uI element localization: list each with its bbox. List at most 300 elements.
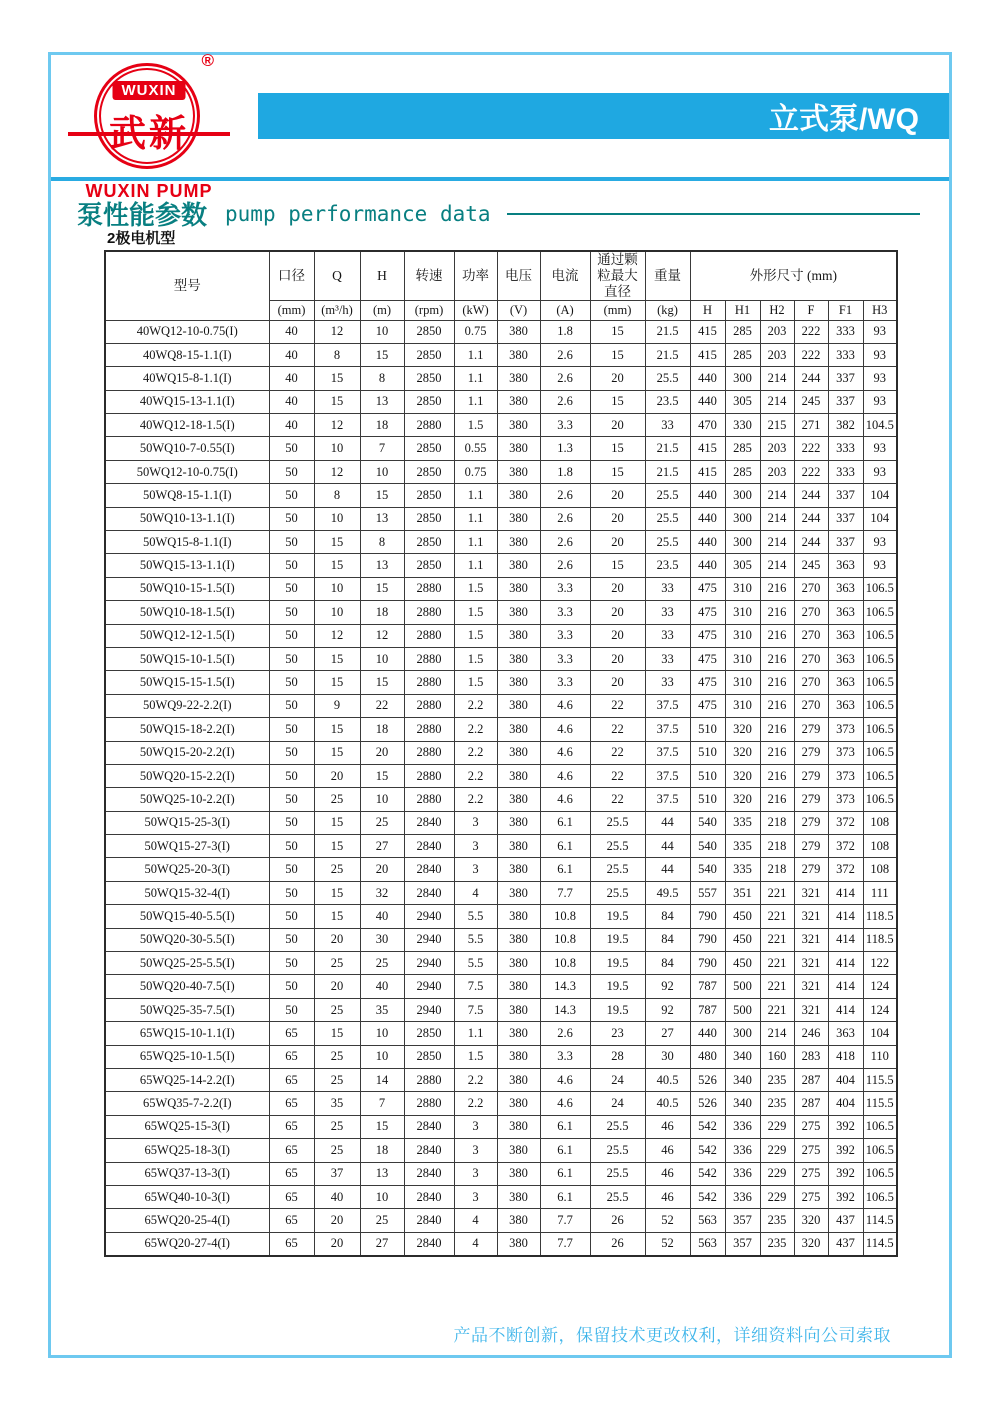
value-cell: 25.5 [590, 881, 645, 904]
value-cell: 333 [828, 320, 863, 343]
value-cell: 15 [314, 390, 360, 413]
value-cell: 510 [690, 718, 725, 741]
value-cell: 12 [360, 624, 404, 647]
value-cell: 2850 [404, 390, 454, 413]
dim-label-h3: H3 [863, 300, 897, 320]
col-header-diameter: 口径 [269, 251, 314, 300]
value-cell: 450 [725, 952, 760, 975]
value-cell: 790 [690, 952, 725, 975]
value-cell: 46 [645, 1162, 690, 1185]
value-cell: 0.75 [454, 320, 497, 343]
value-cell: 285 [725, 437, 760, 460]
value-cell: 1.1 [454, 367, 497, 390]
value-cell: 279 [794, 764, 828, 787]
value-cell: 300 [725, 367, 760, 390]
value-cell: 270 [794, 624, 828, 647]
model-cell: 50WQ12-10-0.75(I) [105, 460, 269, 483]
value-cell: 2840 [404, 858, 454, 881]
value-cell: 392 [828, 1185, 863, 1208]
value-cell: 275 [794, 1185, 828, 1208]
value-cell: 382 [828, 414, 863, 437]
value-cell: 50 [269, 975, 314, 998]
value-cell: 160 [760, 1045, 794, 1068]
table-row [105, 437, 897, 460]
value-cell: 9 [314, 694, 360, 717]
value-cell: 33 [645, 671, 690, 694]
value-cell: 203 [760, 437, 794, 460]
value-cell: 19.5 [590, 952, 645, 975]
value-cell: 111 [863, 881, 897, 904]
value-cell: 229 [760, 1162, 794, 1185]
value-cell: 6.1 [540, 1162, 590, 1185]
value-cell: 336 [725, 1115, 760, 1138]
value-cell: 65 [269, 1232, 314, 1255]
value-cell: 12 [314, 624, 360, 647]
value-cell: 1.8 [540, 460, 590, 483]
table-row [105, 367, 897, 390]
value-cell: 19.5 [590, 975, 645, 998]
model-cell: 50WQ25-10-2.2(I) [105, 788, 269, 811]
value-cell: 40 [269, 390, 314, 413]
value-cell: 30 [645, 1045, 690, 1068]
value-cell: 480 [690, 1045, 725, 1068]
value-cell: 25 [314, 788, 360, 811]
model-cell: 65WQ25-15-3(I) [105, 1115, 269, 1138]
value-cell: 106.5 [863, 671, 897, 694]
value-cell: 333 [828, 460, 863, 483]
table-row [105, 1185, 897, 1208]
value-cell: 351 [725, 881, 760, 904]
value-cell: 2840 [404, 881, 454, 904]
value-cell: 3 [454, 1162, 497, 1185]
value-cell: 15 [590, 343, 645, 366]
value-cell: 15 [360, 1115, 404, 1138]
section-title-rule [507, 213, 920, 215]
value-cell: 510 [690, 788, 725, 811]
value-cell: 305 [725, 390, 760, 413]
value-cell: 50 [269, 998, 314, 1021]
value-cell: 214 [760, 390, 794, 413]
dim-label-h1: H1 [725, 300, 760, 320]
value-cell: 15 [314, 554, 360, 577]
table-row [105, 320, 897, 343]
value-cell: 2880 [404, 671, 454, 694]
value-cell: 363 [828, 647, 863, 670]
value-cell: 20 [590, 484, 645, 507]
value-cell: 380 [497, 671, 540, 694]
value-cell: 35 [360, 998, 404, 1021]
value-cell: 222 [794, 437, 828, 460]
value-cell: 2840 [404, 811, 454, 834]
value-cell: 333 [828, 343, 863, 366]
value-cell: 380 [497, 531, 540, 554]
value-cell: 50 [269, 484, 314, 507]
value-cell: 380 [497, 1092, 540, 1115]
col-header-voltage: 电压 [497, 251, 540, 300]
value-cell: 414 [828, 952, 863, 975]
col-header-particle: 通过颗粒最大直径 [590, 251, 645, 300]
value-cell: 214 [760, 554, 794, 577]
value-cell: 542 [690, 1185, 725, 1208]
value-cell: 25.5 [590, 1115, 645, 1138]
value-cell: 93 [863, 437, 897, 460]
value-cell: 15 [314, 367, 360, 390]
value-cell: 2.6 [540, 507, 590, 530]
value-cell: 414 [828, 881, 863, 904]
value-cell: 475 [690, 671, 725, 694]
table-row [105, 577, 897, 600]
value-cell: 20 [590, 647, 645, 670]
value-cell: 50 [269, 624, 314, 647]
value-cell: 5.5 [454, 952, 497, 975]
value-cell: 15 [360, 577, 404, 600]
value-cell: 13 [360, 507, 404, 530]
value-cell: 279 [794, 718, 828, 741]
value-cell: 110 [863, 1045, 897, 1068]
value-cell: 25 [314, 858, 360, 881]
value-cell: 275 [794, 1115, 828, 1138]
value-cell: 4 [454, 881, 497, 904]
model-cell: 50WQ15-13-1.1(I) [105, 554, 269, 577]
value-cell: 363 [828, 554, 863, 577]
model-cell: 65WQ20-27-4(I) [105, 1232, 269, 1255]
value-cell: 4.6 [540, 741, 590, 764]
value-cell: 380 [497, 1232, 540, 1255]
model-cell: 50WQ15-25-3(I) [105, 811, 269, 834]
unit-current: (A) [540, 300, 590, 320]
value-cell: 2840 [404, 1209, 454, 1232]
value-cell: 5.5 [454, 928, 497, 951]
value-cell: 2940 [404, 998, 454, 1021]
value-cell: 320 [725, 741, 760, 764]
value-cell: 25 [314, 998, 360, 1021]
model-cell: 65WQ25-14-2.2(I) [105, 1069, 269, 1092]
value-cell: 37.5 [645, 788, 690, 811]
value-cell: 2880 [404, 741, 454, 764]
value-cell: 25.5 [590, 1162, 645, 1185]
value-cell: 2850 [404, 460, 454, 483]
table-header [105, 251, 897, 320]
value-cell: 363 [828, 671, 863, 694]
value-cell: 372 [828, 835, 863, 858]
value-cell: 106.5 [863, 647, 897, 670]
value-cell: 321 [794, 881, 828, 904]
value-cell: 221 [760, 905, 794, 928]
model-cell: 65WQ35-7-2.2(I) [105, 1092, 269, 1115]
value-cell: 7 [360, 437, 404, 460]
value-cell: 21.5 [645, 460, 690, 483]
value-cell: 25.5 [590, 811, 645, 834]
value-cell: 37.5 [645, 764, 690, 787]
value-cell: 2.2 [454, 1092, 497, 1115]
value-cell: 8 [314, 343, 360, 366]
value-cell: 787 [690, 975, 725, 998]
value-cell: 3 [454, 811, 497, 834]
value-cell: 1.5 [454, 414, 497, 437]
value-cell: 2.2 [454, 741, 497, 764]
value-cell: 92 [645, 975, 690, 998]
value-cell: 380 [497, 1022, 540, 1045]
value-cell: 18 [360, 601, 404, 624]
table-row [105, 343, 897, 366]
value-cell: 437 [828, 1232, 863, 1255]
value-cell: 40 [269, 367, 314, 390]
value-cell: 25 [360, 1209, 404, 1232]
value-cell: 245 [794, 390, 828, 413]
value-cell: 244 [794, 484, 828, 507]
value-cell: 415 [690, 460, 725, 483]
value-cell: 15 [360, 764, 404, 787]
value-cell: 2.2 [454, 1069, 497, 1092]
value-cell: 93 [863, 460, 897, 483]
model-cell: 50WQ25-35-7.5(I) [105, 998, 269, 1021]
value-cell: 380 [497, 741, 540, 764]
value-cell: 4.6 [540, 1069, 590, 1092]
table-row [105, 1069, 897, 1092]
value-cell: 25.5 [645, 531, 690, 554]
logo-caption: WUXIN PUMP [85, 181, 213, 201]
value-cell: 1.8 [540, 320, 590, 343]
value-cell: 25.5 [645, 367, 690, 390]
value-cell: 283 [794, 1045, 828, 1068]
value-cell: 2850 [404, 367, 454, 390]
value-cell: 285 [725, 343, 760, 366]
table-row [105, 484, 897, 507]
value-cell: 50 [269, 577, 314, 600]
table-row [105, 928, 897, 951]
value-cell: 3.3 [540, 1045, 590, 1068]
value-cell: 8 [360, 531, 404, 554]
value-cell: 65 [269, 1092, 314, 1115]
value-cell: 15 [590, 554, 645, 577]
value-cell: 363 [828, 694, 863, 717]
value-cell: 380 [497, 952, 540, 975]
value-cell: 357 [725, 1232, 760, 1255]
value-cell: 19.5 [590, 928, 645, 951]
value-cell: 450 [725, 905, 760, 928]
value-cell: 124 [863, 975, 897, 998]
value-cell: 2880 [404, 764, 454, 787]
value-cell: 33 [645, 577, 690, 600]
value-cell: 414 [828, 905, 863, 928]
value-cell: 321 [794, 928, 828, 951]
value-cell: 300 [725, 507, 760, 530]
value-cell: 25 [314, 1139, 360, 1162]
value-cell: 93 [863, 320, 897, 343]
value-cell: 10.8 [540, 952, 590, 975]
value-cell: 218 [760, 858, 794, 881]
value-cell: 37.5 [645, 694, 690, 717]
value-cell: 4.6 [540, 718, 590, 741]
value-cell: 15 [590, 437, 645, 460]
value-cell: 337 [828, 507, 863, 530]
value-cell: 50 [269, 437, 314, 460]
value-cell: 2.6 [540, 554, 590, 577]
value-cell: 10 [314, 437, 360, 460]
value-cell: 373 [828, 718, 863, 741]
model-cell: 50WQ20-30-5.5(I) [105, 928, 269, 951]
value-cell: 415 [690, 343, 725, 366]
value-cell: 49.5 [645, 881, 690, 904]
value-cell: 380 [497, 1045, 540, 1068]
value-cell: 787 [690, 998, 725, 1021]
value-cell: 414 [828, 975, 863, 998]
value-cell: 2.6 [540, 1022, 590, 1045]
value-cell: 475 [690, 577, 725, 600]
value-cell: 22 [590, 694, 645, 717]
value-cell: 542 [690, 1162, 725, 1185]
table-row [105, 881, 897, 904]
value-cell: 2840 [404, 1232, 454, 1255]
value-cell: 2840 [404, 1185, 454, 1208]
value-cell: 50 [269, 835, 314, 858]
model-cell: 50WQ8-15-1.1(I) [105, 484, 269, 507]
value-cell: 8 [360, 367, 404, 390]
value-cell: 336 [725, 1162, 760, 1185]
value-cell: 526 [690, 1092, 725, 1115]
value-cell: 2880 [404, 1092, 454, 1115]
value-cell: 40 [360, 975, 404, 998]
col-header-current: 电流 [540, 251, 590, 300]
value-cell: 44 [645, 858, 690, 881]
value-cell: 246 [794, 1022, 828, 1045]
table-row [105, 811, 897, 834]
value-cell: 10 [360, 647, 404, 670]
value-cell: 337 [828, 531, 863, 554]
value-cell: 65 [269, 1069, 314, 1092]
value-cell: 2.6 [540, 343, 590, 366]
value-cell: 235 [760, 1092, 794, 1115]
value-cell: 335 [725, 811, 760, 834]
value-cell: 340 [725, 1092, 760, 1115]
value-cell: 222 [794, 460, 828, 483]
model-cell: 50WQ15-40-5.5(I) [105, 905, 269, 928]
value-cell: 321 [794, 952, 828, 975]
value-cell: 540 [690, 835, 725, 858]
value-cell: 440 [690, 1022, 725, 1045]
dim-label-h: H [690, 300, 725, 320]
value-cell: 15 [360, 484, 404, 507]
model-cell: 50WQ20-15-2.2(I) [105, 764, 269, 787]
value-cell: 44 [645, 811, 690, 834]
value-cell: 92 [645, 998, 690, 1021]
value-cell: 104 [863, 484, 897, 507]
model-cell: 40WQ8-15-1.1(I) [105, 343, 269, 366]
value-cell: 380 [497, 554, 540, 577]
table-row [105, 647, 897, 670]
value-cell: 244 [794, 367, 828, 390]
unit-weight: (kg) [645, 300, 690, 320]
table-row [105, 718, 897, 741]
value-cell: 15 [314, 1022, 360, 1045]
value-cell: 337 [828, 390, 863, 413]
value-cell: 20 [314, 1232, 360, 1255]
value-cell: 380 [497, 1115, 540, 1138]
value-cell: 333 [828, 437, 863, 460]
value-cell: 214 [760, 367, 794, 390]
value-cell: 363 [828, 1022, 863, 1045]
value-cell: 563 [690, 1232, 725, 1255]
value-cell: 320 [794, 1232, 828, 1255]
value-cell: 270 [794, 577, 828, 600]
table-row [105, 1022, 897, 1045]
table-row [105, 1139, 897, 1162]
value-cell: 380 [497, 624, 540, 647]
value-cell: 33 [645, 624, 690, 647]
value-cell: 270 [794, 647, 828, 670]
value-cell: 2.6 [540, 531, 590, 554]
value-cell: 3.3 [540, 414, 590, 437]
value-cell: 1.1 [454, 554, 497, 577]
value-cell: 2.2 [454, 694, 497, 717]
model-cell: 50WQ12-12-1.5(I) [105, 624, 269, 647]
value-cell: 65 [269, 1115, 314, 1138]
value-cell: 218 [760, 835, 794, 858]
table-row [105, 601, 897, 624]
value-cell: 335 [725, 858, 760, 881]
value-cell: 22 [590, 741, 645, 764]
value-cell: 14 [360, 1069, 404, 1092]
value-cell: 404 [828, 1092, 863, 1115]
value-cell: 450 [725, 928, 760, 951]
value-cell: 221 [760, 998, 794, 1021]
value-cell: 510 [690, 741, 725, 764]
value-cell: 20 [590, 507, 645, 530]
value-cell: 363 [828, 577, 863, 600]
value-cell: 437 [828, 1209, 863, 1232]
value-cell: 3.3 [540, 601, 590, 624]
value-cell: 65 [269, 1045, 314, 1068]
value-cell: 300 [725, 484, 760, 507]
value-cell: 12 [314, 320, 360, 343]
value-cell: 1.5 [454, 671, 497, 694]
value-cell: 563 [690, 1209, 725, 1232]
value-cell: 52 [645, 1209, 690, 1232]
value-cell: 475 [690, 624, 725, 647]
value-cell: 10 [360, 1022, 404, 1045]
value-cell: 363 [828, 624, 863, 647]
value-cell: 15 [314, 881, 360, 904]
value-cell: 321 [794, 998, 828, 1021]
value-cell: 2880 [404, 694, 454, 717]
value-cell: 221 [760, 881, 794, 904]
value-cell: 7.7 [540, 1209, 590, 1232]
value-cell: 15 [590, 320, 645, 343]
value-cell: 20 [314, 1209, 360, 1232]
value-cell: 470 [690, 414, 725, 437]
value-cell: 37.5 [645, 718, 690, 741]
value-cell: 25 [360, 952, 404, 975]
value-cell: 2850 [404, 1022, 454, 1045]
value-cell: 510 [690, 764, 725, 787]
value-cell: 287 [794, 1069, 828, 1092]
value-cell: 310 [725, 601, 760, 624]
value-cell: 380 [497, 1185, 540, 1208]
value-cell: 27 [360, 835, 404, 858]
value-cell: 2850 [404, 484, 454, 507]
value-cell: 7 [360, 1092, 404, 1115]
value-cell: 3.3 [540, 624, 590, 647]
value-cell: 380 [497, 647, 540, 670]
value-cell: 22 [590, 788, 645, 811]
value-cell: 279 [794, 811, 828, 834]
value-cell: 279 [794, 835, 828, 858]
model-cell: 50WQ15-10-1.5(I) [105, 647, 269, 670]
value-cell: 106.5 [863, 601, 897, 624]
value-cell: 5.5 [454, 905, 497, 928]
value-cell: 1.1 [454, 1022, 497, 1045]
table-row [105, 694, 897, 717]
